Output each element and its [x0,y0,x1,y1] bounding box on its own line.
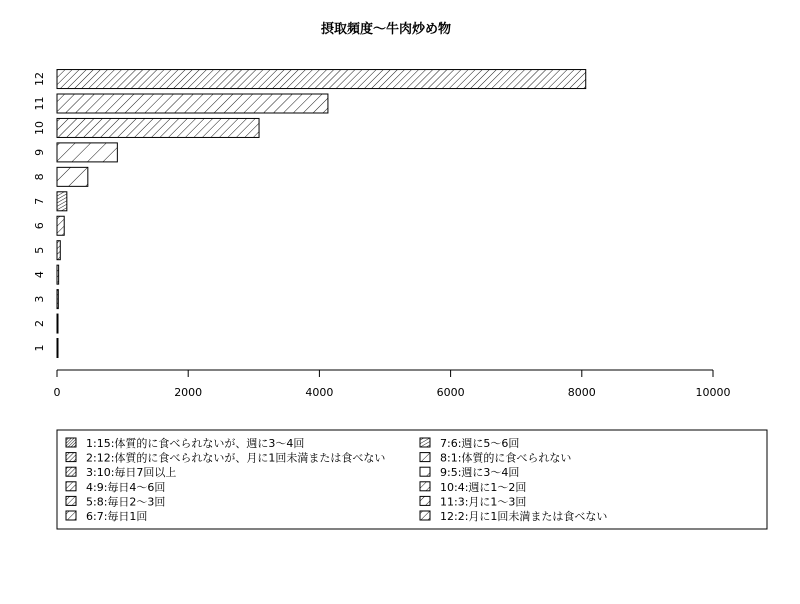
legend-label: 3:10:毎日7回以上 [86,466,177,480]
bar-11 [57,94,328,113]
legend-swatch [66,511,76,520]
legend-label: 6:7:毎日1回 [86,510,148,523]
legend-label: 8:1:体質的に食べられない [440,451,572,465]
y-tick-label: 2 [32,320,46,328]
y-tick-label: 4 [32,271,46,279]
x-tick-label: 2000 [174,386,203,399]
chart-title: 摂取頻度～牛肉炒め物 [320,22,452,37]
x-tick-label: 10000 [695,386,731,399]
bar-6 [57,216,64,235]
legend-label: 2:12:体質的に食べられないが、月に1回未満または食べない [86,451,386,465]
bars [57,70,586,358]
legend [57,430,767,529]
legend-label: 5:8:毎日2～3回 [86,495,166,509]
y-tick-label: 11 [32,96,46,111]
y-tick-label: 9 [32,148,46,156]
legend-label: 10:4:週に1～2回 [440,480,527,494]
bar-4 [57,265,59,284]
legend-label: 7:6:週に5～6回 [440,437,520,450]
y-tick-label: 6 [32,222,46,230]
x-tick-label: 6000 [436,386,465,399]
y-tick-label: 8 [32,173,46,181]
legend-label: 4:9:毎日4～6回 [86,480,166,494]
bar-8 [57,167,88,186]
legend-swatch [66,482,76,491]
legend-swatch [66,467,76,476]
y-tick-label: 10 [32,120,46,135]
bar-9 [57,143,117,162]
bar-12 [57,70,586,89]
legend-swatch [66,438,76,447]
legend-swatch [420,511,430,520]
x-tick-label: 8000 [567,386,596,399]
y-tick-label: 1 [32,344,46,352]
x-axis [54,370,731,399]
legend-label: 1:15:体質的に食べられないが、週に3～4回 [86,437,305,450]
legend-swatch [420,453,430,462]
y-tick-label: 5 [32,246,46,254]
legend-swatch [420,482,430,491]
bar-5 [57,241,60,260]
y-tick-label: 12 [32,72,46,87]
x-tick-label: 0 [53,386,61,399]
legend-swatch [66,496,76,505]
y-tick-label: 7 [32,197,46,205]
legend-label: 11:3:月に1～3回 [440,495,527,509]
y-axis [33,72,46,351]
legend-label: 12:2:月に1回未満または食べない [440,510,608,523]
bar-2 [57,314,58,333]
bar-1 [57,339,58,358]
legend-swatch [420,438,430,447]
legend-swatch [66,453,76,462]
legend-swatch [420,467,430,476]
x-tick-label: 4000 [305,386,334,399]
legend-swatch [420,496,430,505]
bar-7 [57,192,67,211]
bar-3 [57,290,58,309]
bar-10 [57,118,259,137]
y-tick-label: 3 [32,295,46,303]
legend-label: 9:5:週に3～4回 [440,466,520,480]
